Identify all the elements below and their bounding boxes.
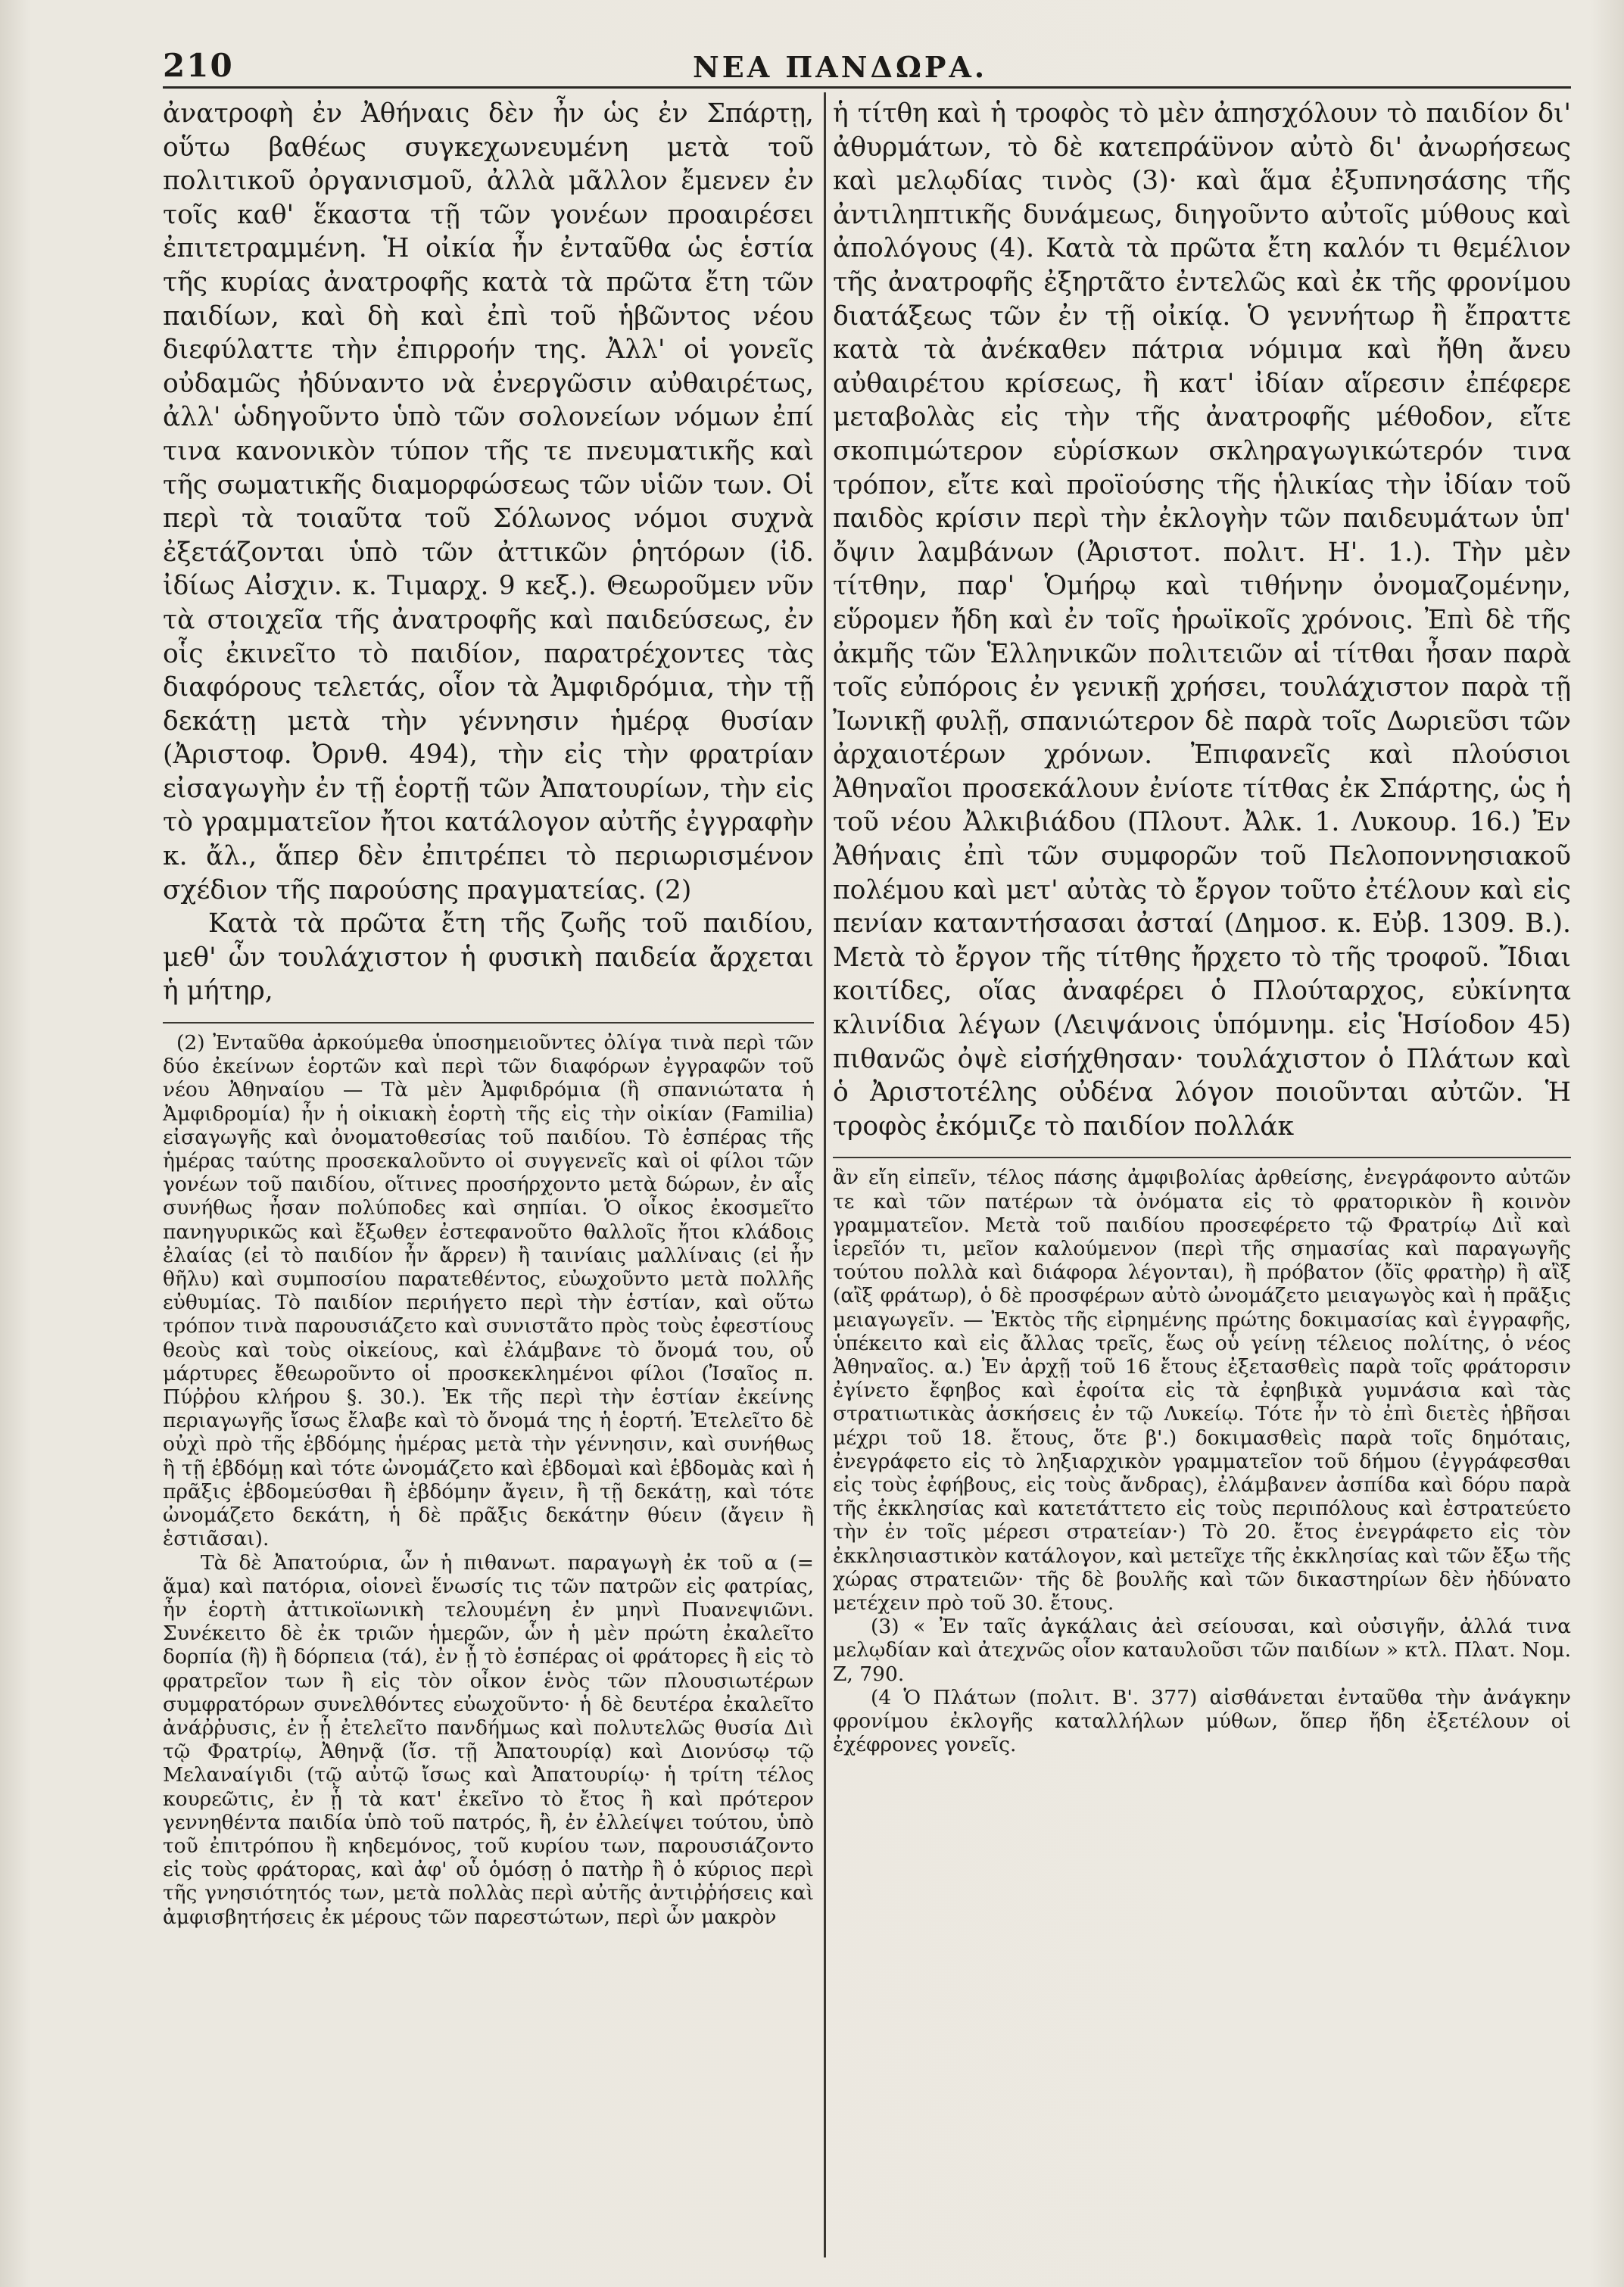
left-main-text [163, 97, 814, 1008]
right-footnotes [833, 1166, 1571, 1756]
left-footnote-separator [163, 1022, 814, 1024]
page-header [163, 47, 1571, 85]
left-paragraph-2: Κατὰ τὰ πρῶτα ἔτη τῆς ζωῆς τοῦ παιδίου, μεθ' ὧν τουλάχιστον ἡ φυσικὴ παιδεία ἄρχεται ἡ μήτηρ, [163, 908, 814, 1007]
right-paragraph-1: ἡ τίτθη καὶ ἡ τροφὸς τὸ μὲν ἀπησχόλουν τὸ παιδίον δι' ἀθυρμάτων, τὸ δὲ κατεπράϋνον αὐτὸ δι' ἀνωρήσεως καὶ μελῳδίας τινὸς (3)· καὶ ἅμα ἐξυπνησάσης τῆς ἀντιληπτικῆς δυνάμεως, διηγοῦντο αὐτοῖς μύθους καὶ ἀπολόγους (4). Κατὰ τὰ πρῶτα ἔτη καλόν τι θεμέλιον τῆς ἀνατροφῆς ἐξηρτᾶτο ἐντελῶς καὶ ἐκ τῆς φρονίμου διατάξεως τῶν ἐν τῇ οἰκίᾳ. Ὁ γεννήτωρ ἢ ἔπραττε κατὰ τὰ ἀνέκαθεν πάτρια νόμιμα καὶ ἤθη ἄνευ αὐθαιρέτου κρίσεως, ἢ κατ' ἰδίαν αἵρεσιν ἐπέφερε μεταβολὰς εἰς τὴν τῆς ἀνατροφῆς μέθοδον, εἴτε σκοπιμώτερον εὑρίσκων σκληραγωγικώτερόν τινα τρόπον, εἴτε καὶ προϊούσης τῆς ἡλικίας τὴν ἰδίαν τοῦ παιδὸς κρίσιν περὶ τὴν ἐκλογὴν τῶν παιδευμάτων ὑπ' ὄψιν λαμβάνων (Ἀριστοτ. πολιτ. Η'. 1.). Τὴν μὲν τίτθην, παρ' Ὁμήρῳ καὶ τιθήνην ὀνομαζομένην, εὕρομεν ἤδη καὶ ἐν τοῖς ἡρωϊκοῖς χρόνοις. Ἐπὶ δὲ τῆς ἀκμῆς τῶν Ἑλληνικῶν πολιτειῶν αἱ τίτθαι ἦσαν παρὰ τοῖς εὐπόροις ἐν γενικῇ χρήσει, τουλάχιστον παρὰ τῇ Ἰωνικῇ φυλῇ, σπανιώτερον δὲ παρὰ τοῖς Δωριεῦσι τῶν ἀρχαιοτέρων χρόνων. Ἐπιφανεῖς καὶ πλούσιοι Ἀθηναῖοι προσεκάλουν ἐνίοτε τίτθας ἐκ Σπάρτης, ὡς ἡ τοῦ νέου Ἀλκιβιάδου (Πλουτ. Ἀλκ. 1. Λυκουρ. 16.) Ἐν Ἀθήναις ἐπὶ τῶν συμφορῶν τοῦ Πελοποννησιακοῦ πολέμου καὶ μετ' αὐτὰς τὸ ἔργον τοῦτο ἐτέλουν καὶ εἰς πενίαν καταντήσασαι ἀσταί (Δημοσ. κ. Εὐβ. 1309. Β.). Μετὰ τὸ ἔργον τῆς τίτθης ἤρχετο τὸ τῆς τροφοῦ. Ἴδιαι κοιτίδες, οἵας ἀναφέρει ὁ Πλούταρχος, εὐκίνητα κλινίδια λέγων (Λειψάνοις ὑπόμνημ. εἰς Ἡσίοδον 45) πιθανῶς ὀψὲ εἰσήχθησαν· τουλάχιστον ὁ Πλάτων καὶ ὁ Ἀριστοτέλης οὐδένα λόγον ποιοῦνται αὐτῶν. Ἡ τροφὸς ἐκόμιζε τὸ παιδίον πολλάκ [833, 98, 1571, 1142]
header-rule [163, 86, 1571, 89]
left-paragraph-1: ἀνατροφὴ ἐν Ἀθήναις δὲν ἦν ὡς ἐν Σπάρτῃ, οὕτω βαθέως συγκεχωνευμένη μετὰ τοῦ πολιτικοῦ ὀργανισμοῦ, ἀλλὰ μᾶλλον ἔμενεν ἐν τοῖς καθ' ἕκαστα τῇ τῶν γονέων προαιρέσει ἐπιτετραμμένη. Ἡ οἰκία ἦν ἐνταῦθα ὡς ἑστία τῆς κυρίας ἀνατροφῆς κατὰ τὰ πρῶτα ἔτη τῶν παιδίων, καὶ δὴ καὶ ἐπὶ τοῦ ἡβῶντος νέου διεφύλαττε τὴν ἐπιρροήν της. Ἀλλ' οἱ γονεῖς οὐδαμῶς ἠδύναντο νὰ ἐνεργῶσιν αὐθαιρέτως, ἀλλ' ὡδηγοῦντο ὑπὸ τῶν σολονείων νόμων ἐπί τινα κανονικὸν τύπον τῆς τε πνευματικῆς καὶ τῆς σωματικῆς διαμορφώσεως τῶν υἱῶν των. Οἱ περὶ τὰ τοιαῦτα τοῦ Σόλωνος νόμοι συχνὰ ἐξετάζονται ὑπὸ τῶν ἀττικῶν ῥητόρων (ἰδ. ἰδίως Αἰσχιν. κ. Τιμαρχ. 9 κεξ.). Θεωροῦμεν νῦν τὰ στοιχεῖα τῆς ἀνατροφῆς καὶ παιδεύσεως, ἐν οἷς ἐκινεῖτο τὸ παιδίον, παρατρέχοντες τὰς διαφόρους τελετάς, οἷον τὰ Ἀμφιδρόμια, τὴν τῇ δεκάτῃ μετὰ τὴν γέννησιν ἡμέρᾳ θυσίαν (Ἀριστοφ. Ὀρνθ. 494), τὴν εἰς τὴν φρατρίαν εἰσαγωγὴν ἐν τῇ ἑορτῇ τῶν Ἀπατουρίων, τὴν εἰς τὸ γραμματεῖον ἤτοι κατάλογον αὐτῆς ἐγγραφὴν κ. ἄλ., ἅπερ δὲν ἐπιτρέπει τὸ περιωρισμένον σχέδιον τῆς παρούσης πραγματείας. (2) [163, 98, 814, 905]
left-footnotes [163, 1031, 814, 1929]
page-number: 210 [163, 47, 234, 84]
column-divider [824, 92, 826, 2257]
left-column [163, 97, 814, 1929]
right-footnote-separator [833, 1157, 1571, 1158]
right-main-text [833, 97, 1571, 1143]
footnote-2-continued: Τὰ δὲ Ἀπατούρια, ὧν ἡ πιθανωτ. παραγωγὴ ἐκ τοῦ α (= ἅμα) καὶ πατόρια, οἱονεὶ ἕνωσίς τις τῶν πατρῶν εἰς φατρίας, ἦν ἑορτὴ ἀττικοϊωνικὴ τελουμένη ἐν μηνὶ Πυανεψιῶνι. Συνέκειτο δὲ ἐκ τριῶν ἡμερῶν, ὧν ἡ μὲν πρώτη ἐκαλεῖτο δορπία (ἢ) ἢ δόρπεια (τά), ἐν ᾗ τὸ ἑσπέρας οἱ φράτορες ἢ εἰς τὸ φρατρεῖον των ἢ εἰς τὸν οἶκον ἑνὸς τῶν πλουσιωτέρων συμφρατόρων συνελθόντες εὐωχοῦντο· ἡ δὲ δευτέρα ἐκαλεῖτο ἀνάῤῥυσις, ἐν ᾗ ἐτελεῖτο πανδήμως καὶ πολυτελῶς θυσία Διὶ τῷ Φρατρίῳ, Ἀθηνᾷ (ἴσ. τῇ Ἀπατουρίᾳ) καὶ Διονύσῳ τῷ Μελαναίγιδι (τῷ αὐτῷ ἴσως καὶ Ἀπατουρίῳ· ἡ τρίτη τέλος κουρεῶτις, ἐν ᾗ τὰ κατ' ἐκεῖνο τὸ ἔτος ἢ καὶ πρότερον γεννηθέντα παιδία ὑπὸ τοῦ πατρός, ἢ, ἐν ἐλλείψει τούτου, ὑπὸ τοῦ ἐπιτρόπου ἢ κηδεμόνος, τοῦ κυρίου των, παρουσιάζοντο εἰς τοὺς φράτορας, καὶ ἀφ' οὗ ὁμόσῃ ὁ πατὴρ ἢ ὁ κύριος περὶ τῆς γνησιότητός των, μετὰ πολλὰς περὶ αὐτῆς ἀντιῤῥήσεις καὶ ἀμφισβητήσεις ἐκ μέρους τῶν παρεστώτων, περὶ ὧν μακρὸν [163, 1550, 814, 1929]
running-title: ΝΕΑ ΠΑΝΔΩΡΑ. [693, 50, 988, 84]
footnote-2-end: ἂν εἴη εἰπεῖν, τέλος πάσης ἀμφιβολίας ἀρθείσης, ἐνεγράφοντο αὐτῶν τε καὶ τῶν πατέρων τὰ ὀνόματα εἰς τὸ φρατορικὸν ἢ κοινὸν γραμματεῖον. Μετὰ τοῦ παιδίου προσεφέρετο τῷ Φρατρίῳ Διῒ καὶ ἱερεῖόν τι, μεῖον καλούμενον (περὶ τῆς σημασίας καὶ παραγωγῆς τούτου πολλὰ καὶ διάφορα λέγονται), ἢ πρόβατον (ὄϊς φρατὴρ) ἢ αἲξ (αἲξ φράτωρ), ὁ δὲ προσφέρων αὐτὸ ὠνομάζετο μειαγωγὸς καὶ ἡ πρᾶξις μειαγωγεῖν. — Ἐκτὸς τῆς εἰρημένης πρώτης δοκιμασίας καὶ ἐγγραφῆς, ὑπέκειτο καὶ εἰς ἄλλας τρεῖς, ἕως οὗ γείνῃ τέλειος πολίτης, ὁ νέος Ἀθηναῖος. α.) Ἐν ἀρχῇ τοῦ 16 ἔτους ἐξετασθεὶς παρὰ τοῖς φράτορσιν ἐγίνετο ἔφηβος καὶ ἐφοίτα εἰς τὰ ἐφηβικὰ γυμνάσια καὶ τὰς στρατιωτικὰς ἀσκήσεις ἐν τῷ Λυκείῳ. Τότε ἦν τὸ ἐπὶ διετὲς ἡβῆσαι μέχρι τοῦ 18. ἔτους, ὅτε β'.) δοκιμασθεὶς παρὰ τοῖς δημόταις, ἐνεγράφετο εἰς τὸ ληξιαρχικὸν γραμματεῖον τοῦ δήμου (ἐγγράφεσθαι εἰς τοὺς ἐφήβους, εἰς τοὺς ἄνδρας), ἐλάμβανεν ἀσπίδα καὶ δόρυ παρὰ τῆς ἐκκλησίας καὶ κατετάττετο εἰς τοὺς περιπόλους καὶ ἐστρατεύετο τὴν ἐν τοῖς μέρεσι στρατείαν·) Τὸ 20. ἔτος ἐνεγράφετο εἰς τὸν ἐκκλησιαστικὸν κατάλογον, καὶ μετεῖχε τῆς ἐκκλησίας καὶ τῶν ἔξω τῆς χώρας στρατειῶν· τῆς δὲ βουλῆς καὶ τῶν δικαστηρίων δὲν ἠδύνατο μετέχειν πρὸ τοῦ 30. ἔτους. [833, 1166, 1571, 1616]
right-column [833, 97, 1571, 1756]
footnote-3: (3) « Ἐν ταῖς ἀγκάλαις ἀεὶ σείουσαι, καὶ οὐσιγῆν, ἀλλά τινα μελῳδίαν καὶ ἀτεχνῶς οἷον καταυλοῦσι τῶν παιδίων » κτλ. Πλατ. Νομ. Ζ, 790. [833, 1615, 1571, 1686]
footnote-4: (4 Ὁ Πλάτων (πολιτ. Β'. 377) αἰσθάνεται ἐνταῦθα τὴν ἀνάγκην φρονίμου ἐκλογῆς καταλλήλων μύθων, ὅπερ ἤδη ἐξετέλουν οἱ ἐχέφρονες γονεῖς. [833, 1685, 1571, 1757]
footnote-2: (2) Ἐνταῦθα ἀρκούμεθα ὑποσημειοῦντες ὀλίγα τινὰ περὶ τῶν δύο ἐκείνων ἑορτῶν καὶ περὶ τῶν διαφόρων ἐγγραφῶν τοῦ νέου Ἀθηναίου — Τὰ μὲν Ἀμφιδρόμια (ἢ σπανιώτατα ἡ Ἀμφιδρομία) ἦν ἡ οἰκιακὴ ἑορτὴ τῆς εἰς τὴν οἰκίαν (Familia) εἰσαγωγῆς καὶ ὀνοματοθεσίας τοῦ παιδίου. Τὸ ἑσπέρας τῆς ἡμέρας ταύτης προσεκαλοῦντο οἱ συγγενεῖς καὶ οἱ φίλοι τῶν γονέων τοῦ παιδίου, οἵτινες προσήρχοντο μετὰ δώρων, ἐν αἷς συνήθως ἦσαν πολύποδες καὶ σηπίαι. Ὁ οἶκος ἐκοσμεῖτο πανηγυρικῶς καὶ ἔξωθεν ἐστεφανοῦτο θαλλοῖς ἤτοι κλάδοις ἐλαίας (εἰ τὸ παιδίον ἦν ἄρρεν) ἢ ταινίαις μαλλίναις (εἰ ἦν θῆλυ) καὶ συμποσίου παρατεθέντος, εὐωχοῦντο μετὰ πολλῆς εὐθυμίας. Τὸ παιδίον περιήγετο περὶ τὴν ἑστίαν, καὶ οὕτω τρόπον τινὰ παρουσιάζετο καὶ συνιστᾶτο πρὸς τοὺς ἐφεστίους θεοὺς καὶ τοὺς οἰκείους, καὶ ἐλάμβανε τὸ ὄνομά του, οὗ μάρτυρες ἔθεωροῦντο οἱ προσκεκλημένοι φίλοι (Ἰσαῖος π. Πύῤῥου κλήρου §. 30.). Ἐκ τῆς περὶ τὴν ἑστίαν ἐκείνης περιαγωγῆς ἴσως ἔλαβε καὶ τὸ ὄνομά της ἡ ἑορτή. Ἐτελεῖτο δὲ οὐχὶ πρὸ τῆς ἑβδόμης ἡμέρας μετὰ τὴν γέννησιν, καὶ συνήθως ἢ τῇ ἑβδόμῃ καὶ τότε ὠνομάζετο καὶ ἑβδομαὶ καὶ ἑβδομὰς καὶ ἡ πρᾶξις ἑβδομεύσθαι ἢ ἑβδόμην ἄγειν, ἢ τῇ δεκάτῃ, καὶ τότε ὠνομάζετο δεκάτη, ἡ δὲ πρᾶξις δεκάτην θύειν (ἄγειν ἢ ἑστιᾶσαι). [163, 1031, 814, 1551]
